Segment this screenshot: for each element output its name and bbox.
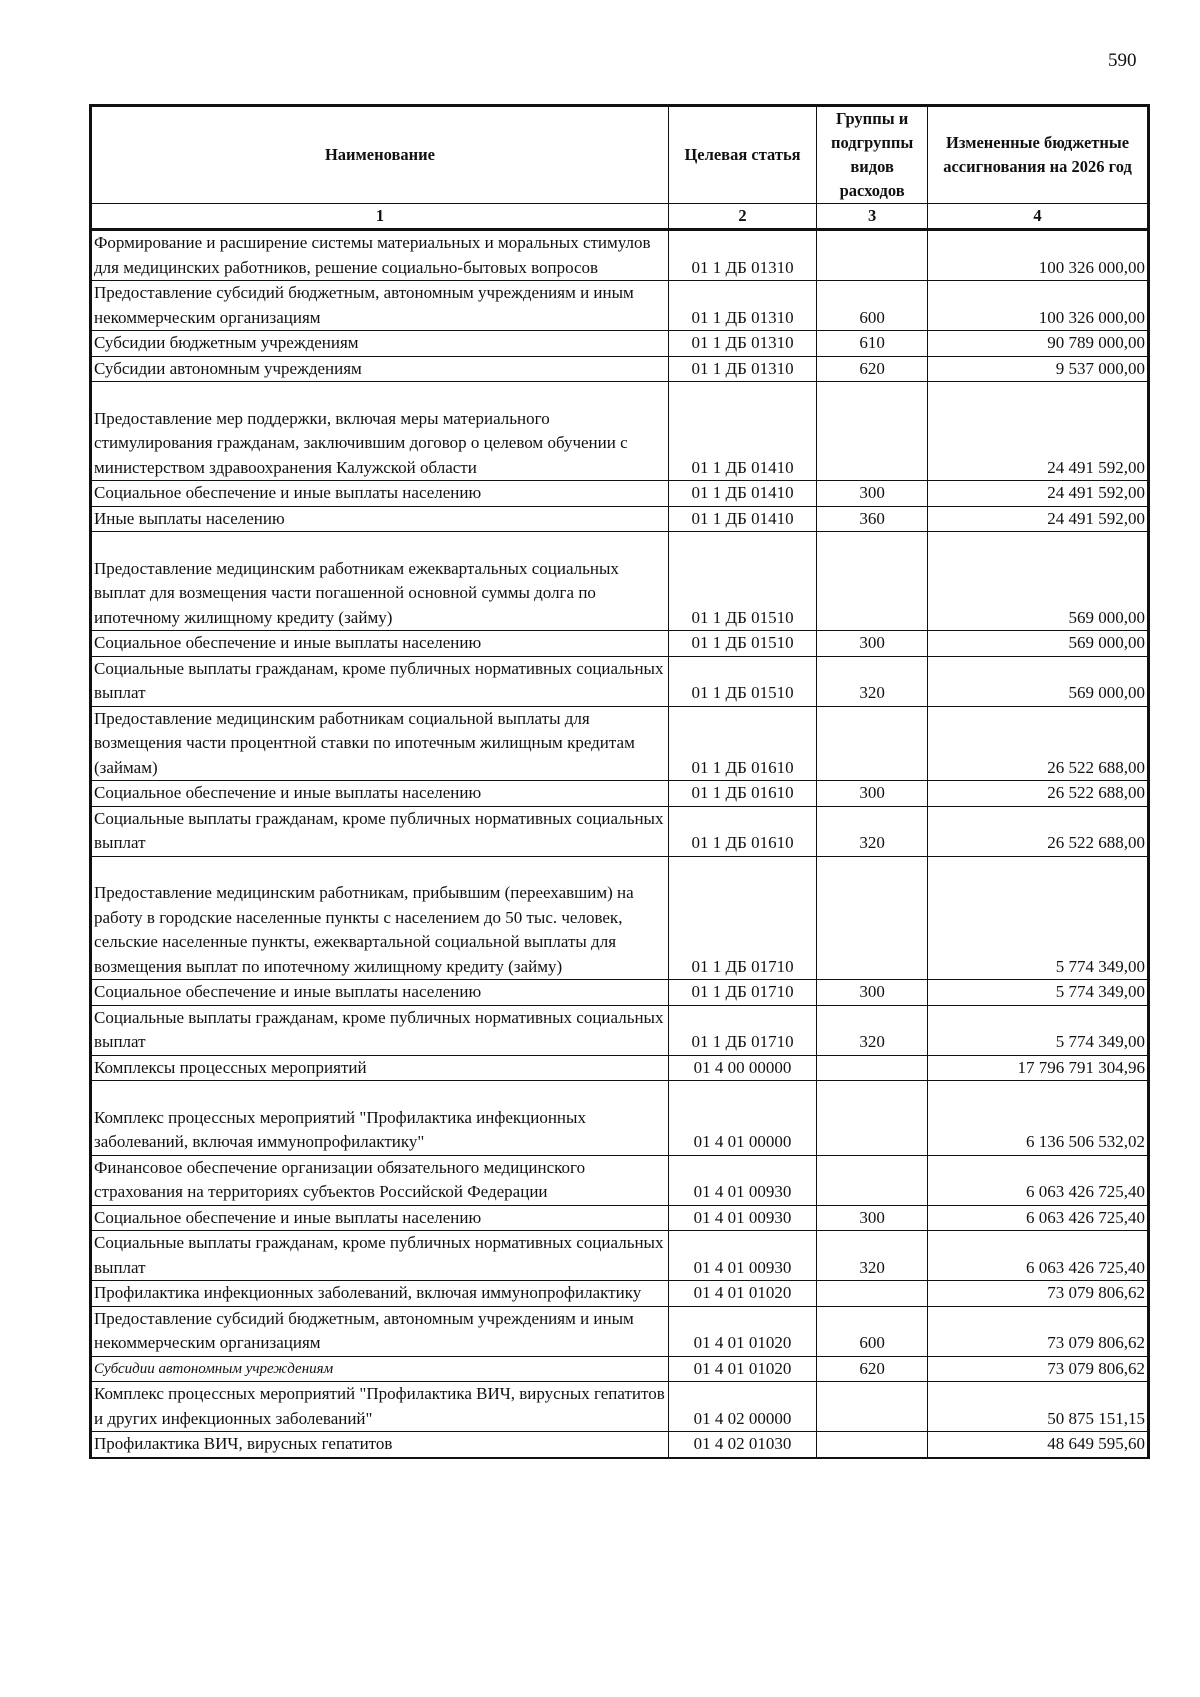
table-row <box>91 1382 1149 1432</box>
row-name-cell: Социальное обеспечение и иные выплаты населению <box>91 1205 669 1231</box>
row-expense-group-cell: 300 <box>817 980 928 1006</box>
row-amount-cell: 569 000,00 <box>928 656 1149 706</box>
row-name-cell: Предоставление субсидий бюджетным, автономным учреждениям и иным некоммерческим организациям <box>91 281 669 331</box>
row-expense-group-cell <box>817 1081 928 1156</box>
row-name-cell: Предоставление субсидий бюджетным, автономным учреждениям и иным некоммерческим организациям <box>91 1306 669 1356</box>
row-amount-cell: 24 491 592,00 <box>928 382 1149 481</box>
row-name-cell: Предоставление медицинским работникам ежеквартальных социальных выплат для возмещения части погашенной основной суммы долга по ипотечному жилищному кредиту (займу) <box>91 532 669 631</box>
row-expense-group-cell: 320 <box>817 656 928 706</box>
row-target-article-cell: 01 1 ДБ 01510 <box>668 532 816 631</box>
table-row <box>91 1281 1149 1307</box>
table-row <box>91 382 1149 481</box>
row-target-article-cell: 01 1 ДБ 01410 <box>668 506 816 532</box>
row-target-article-cell: 01 1 ДБ 01310 <box>668 230 816 281</box>
row-name-cell: Предоставление мер поддержки, включая меры материального стимулирования гражданам, заключившим договор о целевом обучении с министерством здравоохранения Калужской области <box>91 382 669 481</box>
row-target-article-cell: 01 4 01 01020 <box>668 1306 816 1356</box>
table-row <box>91 706 1149 781</box>
row-name-cell: Субсидии автономным учреждениям <box>91 356 669 382</box>
row-expense-group-cell <box>817 230 928 281</box>
row-target-article-cell: 01 1 ДБ 01710 <box>668 856 816 980</box>
row-expense-group-cell: 610 <box>817 331 928 357</box>
row-target-article-cell: 01 4 00 00000 <box>668 1055 816 1081</box>
row-amount-cell: 6 063 426 725,40 <box>928 1205 1149 1231</box>
header-name: Наименование <box>91 106 669 204</box>
table-body <box>91 230 1149 1458</box>
row-expense-group-cell <box>817 856 928 980</box>
row-target-article-cell: 01 4 02 01030 <box>668 1432 816 1458</box>
row-expense-group-cell <box>817 1155 928 1205</box>
row-expense-group-cell: 320 <box>817 806 928 856</box>
row-amount-cell: 90 789 000,00 <box>928 331 1149 357</box>
column-number: 1 <box>91 204 669 230</box>
row-name-cell: Социальные выплаты гражданам, кроме публичных нормативных социальных выплат <box>91 1231 669 1281</box>
table-row <box>91 1081 1149 1156</box>
row-amount-cell: 6 136 506 532,02 <box>928 1081 1149 1156</box>
row-target-article-cell: 01 1 ДБ 01710 <box>668 980 816 1006</box>
table-row <box>91 806 1149 856</box>
row-expense-group-cell <box>817 1432 928 1458</box>
row-expense-group-cell: 620 <box>817 1356 928 1382</box>
row-amount-cell: 100 326 000,00 <box>928 230 1149 281</box>
row-amount-cell: 100 326 000,00 <box>928 281 1149 331</box>
row-amount-cell: 6 063 426 725,40 <box>928 1155 1149 1205</box>
row-name-cell: Комплекс процессных мероприятий "Профилактика инфекционных заболеваний, включая иммунопрофилактику" <box>91 1081 669 1156</box>
column-number: 3 <box>817 204 928 230</box>
table-row <box>91 281 1149 331</box>
row-name-cell: Иные выплаты населению <box>91 506 669 532</box>
row-amount-cell: 26 522 688,00 <box>928 706 1149 781</box>
table-row <box>91 856 1149 980</box>
row-expense-group-cell: 300 <box>817 631 928 657</box>
row-target-article-cell: 01 1 ДБ 01510 <box>668 656 816 706</box>
row-expense-group-cell <box>817 706 928 781</box>
row-name-cell: Комплексы процессных мероприятий <box>91 1055 669 1081</box>
table-row <box>91 1055 1149 1081</box>
row-amount-cell: 50 875 151,15 <box>928 1382 1149 1432</box>
row-amount-cell: 6 063 426 725,40 <box>928 1231 1149 1281</box>
header-allocations-2026: Измененные бюджетные ассигнования на 2026 год <box>928 106 1149 204</box>
row-name-cell: Предоставление медицинским работникам социальной выплаты для возмещения части процентной ставки по ипотечным жилищным кредитам (займам) <box>91 706 669 781</box>
table-header-row <box>91 106 1149 204</box>
row-target-article-cell: 01 4 01 00930 <box>668 1205 816 1231</box>
row-target-article-cell: 01 4 01 00930 <box>668 1155 816 1205</box>
row-name-cell: Социальное обеспечение и иные выплаты населению <box>91 781 669 807</box>
table-row <box>91 1231 1149 1281</box>
table-row <box>91 1205 1149 1231</box>
row-expense-group-cell: 620 <box>817 356 928 382</box>
table-row <box>91 656 1149 706</box>
row-amount-cell: 5 774 349,00 <box>928 980 1149 1006</box>
row-target-article-cell: 01 4 01 01020 <box>668 1281 816 1307</box>
table-row <box>91 1432 1149 1458</box>
row-name-cell: Социальное обеспечение и иные выплаты населению <box>91 980 669 1006</box>
table-row <box>91 506 1149 532</box>
row-amount-cell: 73 079 806,62 <box>928 1306 1149 1356</box>
row-amount-cell: 26 522 688,00 <box>928 806 1149 856</box>
table-row <box>91 1356 1149 1382</box>
row-target-article-cell: 01 4 02 00000 <box>668 1382 816 1432</box>
row-expense-group-cell: 600 <box>817 1306 928 1356</box>
table-row <box>91 481 1149 507</box>
row-expense-group-cell <box>817 1281 928 1307</box>
row-target-article-cell: 01 1 ДБ 01510 <box>668 631 816 657</box>
budget-table <box>89 104 1150 1459</box>
header-expense-groups: Группы и подгруппы видов расходов <box>817 106 928 204</box>
column-number: 4 <box>928 204 1149 230</box>
row-expense-group-cell: 600 <box>817 281 928 331</box>
row-expense-group-cell <box>817 1055 928 1081</box>
row-target-article-cell: 01 1 ДБ 01410 <box>668 481 816 507</box>
row-expense-group-cell: 360 <box>817 506 928 532</box>
row-target-article-cell: 01 1 ДБ 01610 <box>668 706 816 781</box>
row-expense-group-cell <box>817 532 928 631</box>
row-target-article-cell: 01 4 01 00930 <box>668 1231 816 1281</box>
table-row <box>91 781 1149 807</box>
table-row <box>91 532 1149 631</box>
row-name-cell: Профилактика инфекционных заболеваний, включая иммунопрофилактику <box>91 1281 669 1307</box>
row-name-cell: Социальные выплаты гражданам, кроме публичных нормативных социальных выплат <box>91 656 669 706</box>
row-target-article-cell: 01 1 ДБ 01610 <box>668 806 816 856</box>
row-name-cell: Комплекс процессных мероприятий "Профилактика ВИЧ, вирусных гепатитов и других инфекционных заболеваний" <box>91 1382 669 1432</box>
row-amount-cell: 26 522 688,00 <box>928 781 1149 807</box>
row-name-cell: Субсидии бюджетным учреждениям <box>91 331 669 357</box>
row-amount-cell: 5 774 349,00 <box>928 856 1149 980</box>
row-name-cell: Формирование и расширение системы материальных и моральных стимулов для медицинских работников, решение социально-бытовых вопросов <box>91 230 669 281</box>
row-expense-group-cell: 300 <box>817 1205 928 1231</box>
table-row <box>91 230 1149 281</box>
row-target-article-cell: 01 1 ДБ 01310 <box>668 331 816 357</box>
row-amount-cell: 5 774 349,00 <box>928 1005 1149 1055</box>
row-target-article-cell: 01 1 ДБ 01610 <box>668 781 816 807</box>
row-amount-cell: 73 079 806,62 <box>928 1281 1149 1307</box>
row-expense-group-cell: 320 <box>817 1005 928 1055</box>
row-name-cell: Финансовое обеспечение организации обязательного медицинского страхования на территориях субъектов Российской Федерации <box>91 1155 669 1205</box>
table-row <box>91 356 1149 382</box>
page-number: 590 <box>1108 50 1137 71</box>
table-row <box>91 1155 1149 1205</box>
row-expense-group-cell <box>817 382 928 481</box>
row-target-article-cell: 01 1 ДБ 01410 <box>668 382 816 481</box>
row-amount-cell: 73 079 806,62 <box>928 1356 1149 1382</box>
row-amount-cell: 24 491 592,00 <box>928 506 1149 532</box>
row-target-article-cell: 01 1 ДБ 01710 <box>668 1005 816 1055</box>
header-target-article: Целевая статья <box>668 106 816 204</box>
row-name-cell: Социальные выплаты гражданам, кроме публичных нормативных социальных выплат <box>91 806 669 856</box>
row-target-article-cell: 01 1 ДБ 01310 <box>668 281 816 331</box>
row-amount-cell: 569 000,00 <box>928 532 1149 631</box>
table-row <box>91 331 1149 357</box>
row-name-cell: Социальные выплаты гражданам, кроме публичных нормативных социальных выплат <box>91 1005 669 1055</box>
column-number: 2 <box>668 204 816 230</box>
row-amount-cell: 9 537 000,00 <box>928 356 1149 382</box>
row-target-article-cell: 01 4 01 01020 <box>668 1356 816 1382</box>
row-name-cell: Предоставление медицинским работникам, прибывшим (переехавшим) на работу в городские населенные пункты с населением до 50 тыс. человек, сельские населенные пункты, ежеквартальной социальной выплаты для возмещения выплат по ипотечному жилищному кредиту (займу) <box>91 856 669 980</box>
row-name-cell: Субсидии автономным учреждениям <box>91 1356 669 1382</box>
row-expense-group-cell <box>817 1382 928 1432</box>
row-expense-group-cell: 320 <box>817 1231 928 1281</box>
table-row <box>91 631 1149 657</box>
row-name-cell: Профилактика ВИЧ, вирусных гепатитов <box>91 1432 669 1458</box>
row-name-cell: Социальное обеспечение и иные выплаты населению <box>91 481 669 507</box>
table-column-numbers-row <box>91 204 1149 230</box>
row-amount-cell: 17 796 791 304,96 <box>928 1055 1149 1081</box>
row-amount-cell: 569 000,00 <box>928 631 1149 657</box>
row-name-cell: Социальное обеспечение и иные выплаты населению <box>91 631 669 657</box>
table-row <box>91 1306 1149 1356</box>
row-target-article-cell: 01 4 01 00000 <box>668 1081 816 1156</box>
row-expense-group-cell: 300 <box>817 481 928 507</box>
row-target-article-cell: 01 1 ДБ 01310 <box>668 356 816 382</box>
row-amount-cell: 24 491 592,00 <box>928 481 1149 507</box>
table-row <box>91 980 1149 1006</box>
row-expense-group-cell: 300 <box>817 781 928 807</box>
table-row <box>91 1005 1149 1055</box>
row-amount-cell: 48 649 595,60 <box>928 1432 1149 1458</box>
